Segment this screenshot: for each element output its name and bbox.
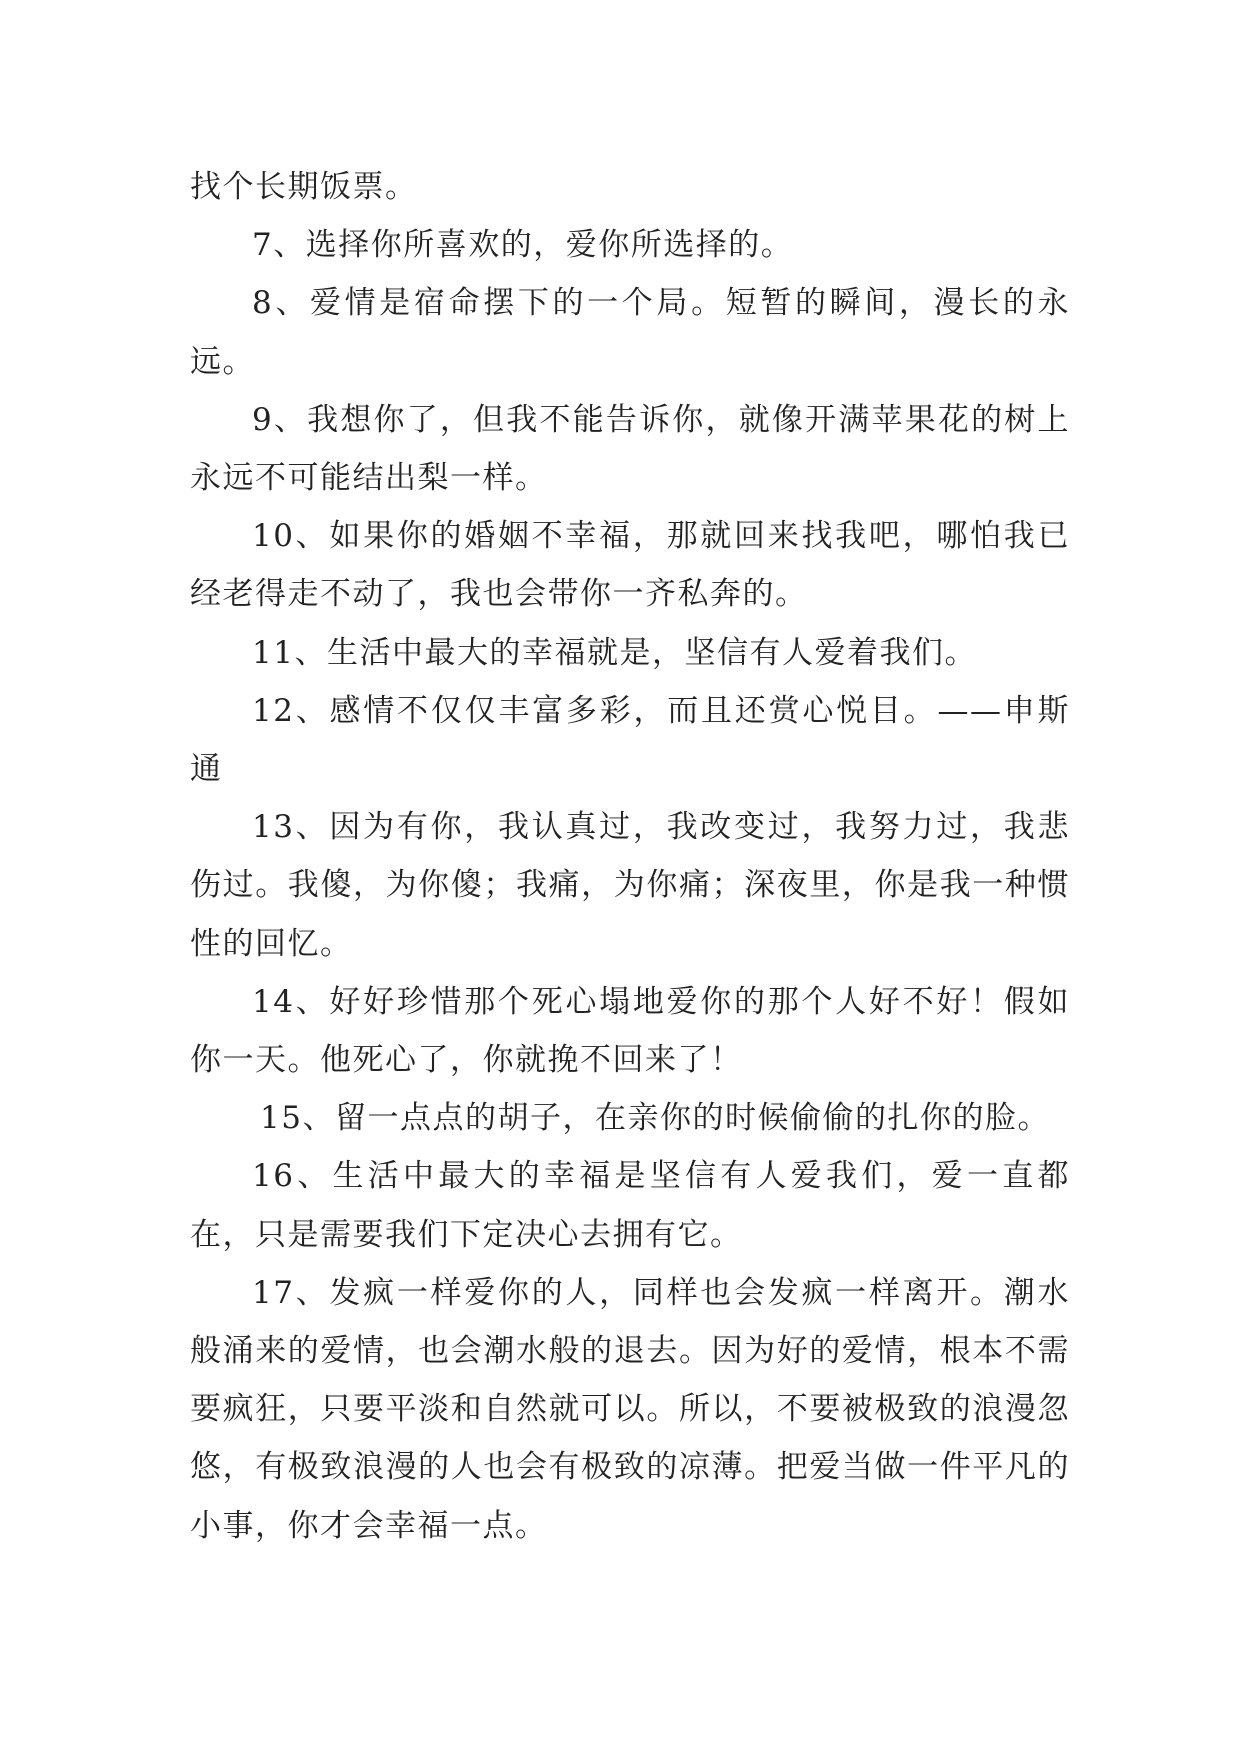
paragraph-11: 11、生活中最大的幸福就是，坚信有人爱着我们。 — [252, 634, 977, 671]
paragraph-9: 9、我想你了，但我不能告诉你，就像开满苹果花的树上永远不可能结出梨一样。 — [190, 401, 1070, 497]
paragraph-14: 14、好好珍惜那个死心塌地爱你的那个人好不好！假如你一天。他死心了，你就挽不回来了！ — [190, 983, 1070, 1079]
paragraph-continuation: 找个长期饭票。 — [190, 169, 418, 205]
paragraph-8: 8、爱情是宿命摆下的一个局。短暂的瞬间，漫长的永远。 — [190, 285, 1070, 380]
paragraph-12: 12、感情不仅仅丰富多彩，而且还赏心悦目。——申斯通 — [190, 692, 1070, 788]
paragraph-16: 16、生活中最大的幸福是坚信有人爱我们，爱一直都在，只是需要我们下定决心去拥有它。 — [190, 1158, 1070, 1253]
paragraph-7: 7、选择你所喜欢的，爱你所选择的。 — [252, 227, 794, 264]
paragraph-17: 17、发疯一样爱你的人，同样也会发疯一样离开。潮水般涌来的爱情，也会潮水般的退去。因为好的爱情，根本不需要疯狂，只要平淡和自然就可以。所以，不要被极致的浪漫忽悠，有极致浪漫的人也会有极致的凉薄。把爱当做一件平凡的小事，你才会幸福一点。 — [190, 1274, 1070, 1544]
body-text — [190, 158, 1070, 1555]
paragraph-13: 13、因为有你，我认真过，我改变过，我努力过，我悲伤过。我傻，为你傻；我痛，为你痛；深夜里，你是我一种惯性的回忆。 — [190, 809, 1070, 962]
paragraph-10: 10、如果你的婚姻不幸福，那就回来找我吧，哪怕我已经老得走不动了，我也会带你一齐私奔的。 — [190, 518, 1070, 613]
paragraph-15: 15、留一点点的胡子，在亲你的时候偷偷的扎你的脸。 — [260, 1100, 1050, 1137]
